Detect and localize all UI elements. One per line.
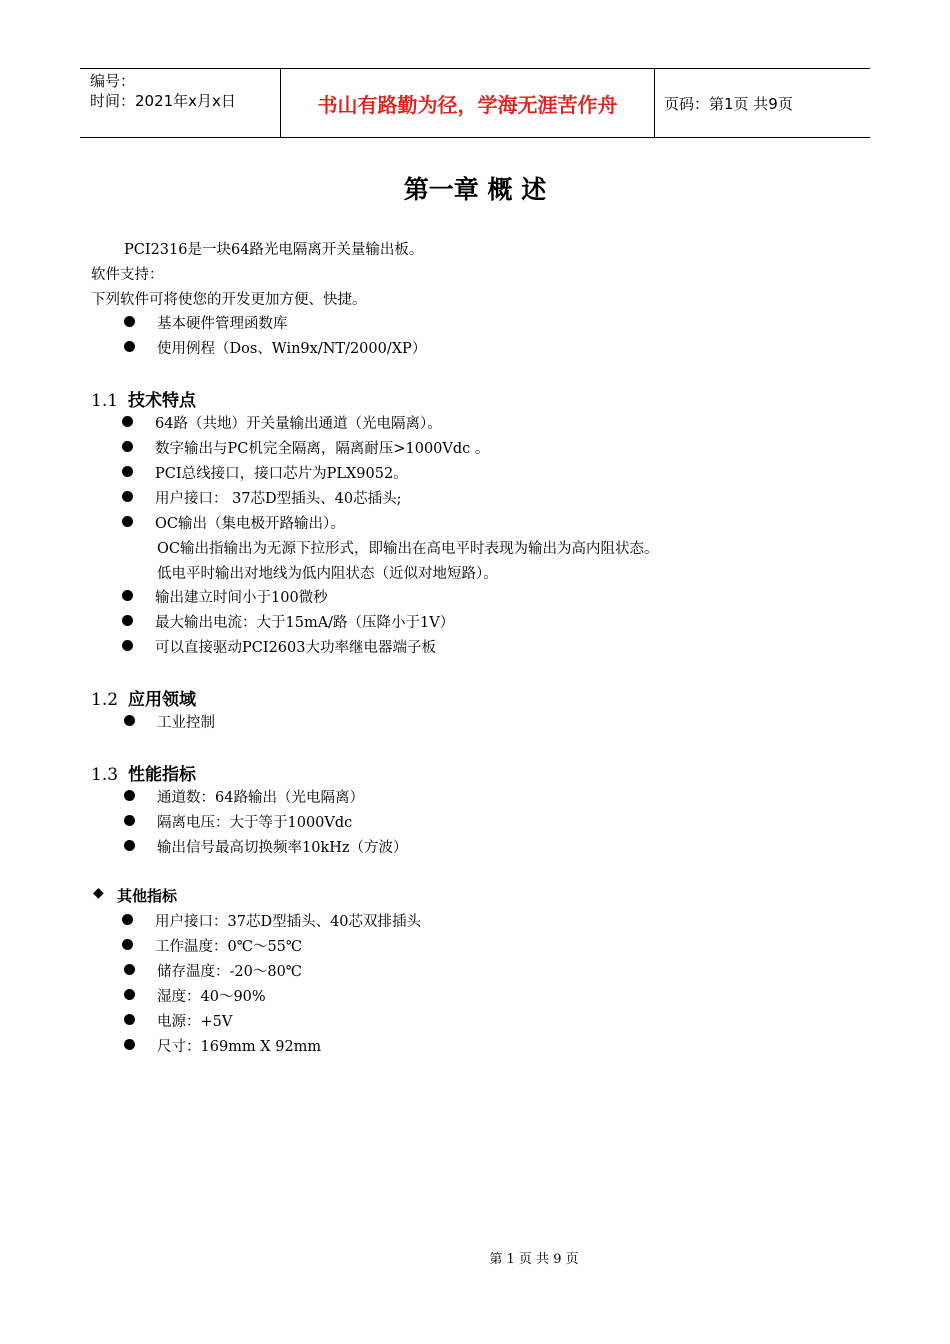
bullet-dot xyxy=(122,914,133,925)
list-item: 64路（共地）开关量输出通道（光电隔离）。 xyxy=(155,416,442,432)
oc-note: OC输出指输出为无源下拉形式，即输出在高电平时表现为输出为高内阻状态。 xyxy=(157,541,659,557)
section-heading xyxy=(91,760,196,785)
header-motto: 书山有路勤为径，学海无涯苦作舟 xyxy=(317,92,618,117)
bullet-dot xyxy=(124,964,135,975)
bullet-dot xyxy=(122,416,133,427)
header-meta xyxy=(90,71,236,111)
list-item: 工作温度：0℃～55℃ xyxy=(155,939,303,955)
bullet-dot xyxy=(122,516,133,527)
bullet-dot xyxy=(124,715,135,726)
intro-line: 软件支持： xyxy=(91,267,164,283)
diamond-bullet-icon: ◆ xyxy=(93,885,104,901)
bullet-dot xyxy=(124,989,135,1000)
oc-note: 低电平时输出对地线为低内阻状态（近似对地短路）。 xyxy=(157,566,498,582)
list-item: 数字输出与PC机完全隔离，隔离耐压>1000Vdc 。 xyxy=(155,441,490,457)
list-item: 用户接口： 37芯D型插头、40芯插头; xyxy=(155,491,402,507)
section-heading xyxy=(91,386,196,411)
page-header xyxy=(80,68,870,138)
bullet-dot xyxy=(122,640,133,651)
bullet-dot xyxy=(124,815,135,826)
list-item: 用户接口：37芯D型插头、40芯双排插头 xyxy=(155,914,422,930)
other-heading: 其他指标 xyxy=(117,887,178,905)
time-label: 时间：2021年x月x日 xyxy=(90,92,236,110)
list-item: 使用例程（Dos、Win9x/NT/2000/XP） xyxy=(157,341,427,357)
list-item: 基本硬件管理函数库 xyxy=(157,316,288,332)
bullet-dot xyxy=(124,1039,135,1050)
page-footer: 第 1 页 共 9 页 xyxy=(489,1252,579,1267)
section-title: 应用领域 xyxy=(128,690,197,710)
chapter-title: 第一章 概 述 xyxy=(403,175,547,204)
list-item: 可以直接驱动PCI2603大功率继电器端子板 xyxy=(155,640,436,656)
bullet-dot xyxy=(122,466,133,477)
list-item: 通道数：64路输出（光电隔离） xyxy=(157,790,364,806)
bullet-dot xyxy=(124,840,135,851)
bullet-dot xyxy=(122,939,133,950)
list-item: PCI总线接口，接口芯片为PLX9052。 xyxy=(155,466,408,482)
bullet-dot xyxy=(124,341,135,352)
list-item: 湿度：40～90% xyxy=(157,989,266,1005)
list-item: 电源：+5V xyxy=(157,1014,233,1030)
list-item: 尺寸：169mm X 92mm xyxy=(157,1039,322,1055)
bullet-dot xyxy=(124,316,135,327)
section-number: 1.3 xyxy=(91,765,119,785)
bullet-dot xyxy=(122,491,133,502)
intro-line: PCI2316是一块64路光电隔离开关量输出板。 xyxy=(124,242,424,258)
bullet-dot xyxy=(124,1014,135,1025)
section-number: 1.1 xyxy=(91,391,119,411)
header-divider xyxy=(654,69,655,137)
list-item: OC输出（集电极开路输出）。 xyxy=(155,516,345,532)
bullet-dot xyxy=(122,590,133,601)
serial-label: 编号： xyxy=(90,72,136,90)
bullet-dot xyxy=(122,615,133,626)
bullet-dot xyxy=(122,441,133,452)
list-item: 输出信号最高切换频率10kHz（方波） xyxy=(157,840,408,856)
list-item: 储存温度：-20～80℃ xyxy=(157,964,303,980)
list-item: 最大输出电流：大于15mA/路（压降小于1V） xyxy=(155,615,455,631)
section-number: 1.2 xyxy=(91,690,119,710)
bullet-dot xyxy=(124,790,135,801)
section-heading xyxy=(91,685,196,710)
intro-line: 下列软件可将使您的开发更加方便、快捷。 xyxy=(91,292,367,308)
section-title: 性能指标 xyxy=(128,765,197,785)
list-item: 隔离电压：大于等于1000Vdc xyxy=(157,815,353,831)
list-item: 输出建立时间小于100微秒 xyxy=(155,590,328,606)
header-page-info: 页码：第1页 共9页 xyxy=(664,95,793,113)
list-item: 工业控制 xyxy=(157,715,215,731)
section-title: 技术特点 xyxy=(128,391,197,411)
